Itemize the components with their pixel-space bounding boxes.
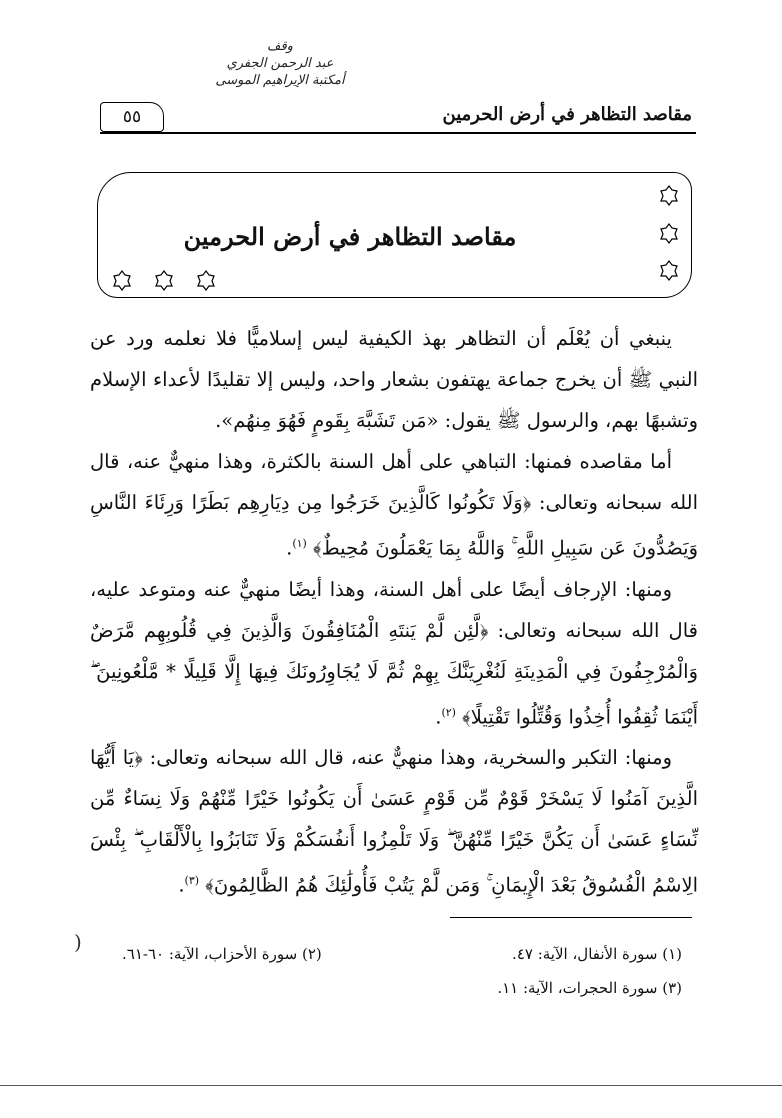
page-number-box bbox=[100, 102, 164, 132]
scan-bottom-edge bbox=[0, 1085, 782, 1086]
paragraph-2: أما مقاصده فمنها: التباهي على أهل السنة بالكثرة، وهذا منهيٌّ عنه، قال الله سبحانه وتعالى: ﴿وَلَا تَكُونُوا كَالَّذِينَ خَرَجُوا مِن دِيَارِهِم بَطَرًا وَرِئَاءَ النَّاسِ وَيَصُدُّونَ عَن سَبِيلِ اللَّهِ ۚ وَاللَّهُ بِمَا يَعْمَلُونَ مُحِيطٌ﴾ $^{(١)}$. bbox=[90, 450, 698, 560]
flower-ornament-icon bbox=[194, 268, 218, 292]
stamp-line-3: أمكتبة الإيراهيم الموسى bbox=[215, 73, 345, 88]
flower-ornament-icon bbox=[657, 183, 681, 207]
paragraph-text: ينبغي أن يُعْلَم أن التظاهر بهذ الكيفية ليس إسلاميًّا فلا نعلمه ورد عن النبي ﷺ أن يخرج جماعة يهتفون بشعار واحد، وليس إلا تقليدًا لأعداء الإسلام وتشبهًا بهم، والرسول ﷺ يقول: «مَن تَشَبَّهَ بِقَومٍ فَهُوَ مِنهُم». bbox=[90, 327, 698, 432]
flower-ornament-icon bbox=[152, 268, 176, 292]
footnote-row bbox=[122, 937, 682, 971]
paragraph-text: ومنها: التكبر والسخرية، وهذا منهيٌّ عنه، قال الله سبحانه وتعالى: ﴿يَا أَيُّهَا الَّذِينَ آمَنُوا لَا يَسْخَرْ قَوْمٌ مِّن قَوْمٍ عَسَىٰ أَن يَكُونُوا خَيْرًا مِّنْهُمْ وَلَا نِسَاءٌ مِّن نِّسَاءٍ عَسَىٰ أَن يَكُنَّ خَيْرًا مِّنْهُنَّ ۖ وَلَا تَلْمِزُوا أَنفُسَكُمْ وَلَا تَنَابَزُوا بِالْأَلْقَابِ ۖ بِئْسَ الِاسْمُ الْفُسُوقُ بَعْدَ الْإِيمَانِ ۚ وَمَن لَّمْ يَتُبْ فَأُولَٰئِكَ هُمُ الظَّالِمُونَ﴾ bbox=[90, 746, 698, 897]
paragraph-3: ومنها: الإرجاف أيضًا على أهل السنة، وهذا أيضًا منهيٌّ عنه ومتوعد عليه، قال الله سبحانه وتعالى: ﴿لَّئِن لَّمْ يَنتَهِ الْمُنَافِقُونَ وَالَّذِينَ فِي قُلُوبِهِم مَّرَضٌ وَالْمُرْجِفُونَ فِي الْمَدِينَةِ لَنُغْرِيَنَّكَ بِهِمْ ثُمَّ لَا يُجَاوِرُونَكَ فِيهَا إِلَّا قَلِيلًا * مَّلْعُونِينَ ۖ أَيْنَمَا ثُقِفُوا أُخِذُوا وَقُتِّلُوا تَقْتِيلًا﴾ $^{(٢)}$. bbox=[90, 577, 698, 728]
footnote-separator bbox=[450, 917, 692, 918]
paragraph-4: ومنها: التكبر والسخرية، وهذا منهيٌّ عنه، قال الله سبحانه وتعالى: ﴿يَا أَيُّهَا الَّذِينَ آمَنُوا لَا يَسْخَرْ قَوْمٌ مِّن قَوْمٍ عَسَىٰ أَن يَكُونُوا خَيْرًا مِّنْهُمْ وَلَا نِسَاءٌ مِّن نِّسَاءٍ عَسَىٰ أَن يَكُنَّ خَيْرًا مِّنْهُنَّ ۖ وَلَا تَلْمِزُوا أَنفُسَكُمْ وَلَا تَنَابَزُوا بِالْأَلْقَابِ ۖ بِئْسَ الِاسْمُ الْفُسُوقُ بَعْدَ الْإِيمَانِ ۚ وَمَن لَّمْ يَتُبْ فَأُولَٰئِكَ هُمُ الظَّالِمُونَ﴾ $^{(٣)}$. bbox=[90, 746, 698, 897]
footnote-row bbox=[122, 971, 682, 1005]
footnote-ref: (٣) bbox=[184, 874, 200, 887]
page-number: ٥٥ bbox=[122, 107, 142, 127]
margin-pencil-mark: ( bbox=[74, 930, 82, 954]
body-text bbox=[90, 318, 698, 906]
running-title: مقاصد التظاهر في أرض الحرمين bbox=[442, 104, 692, 125]
footnotes bbox=[122, 937, 682, 1005]
chapter-title: مقاصد التظاهر في أرض الحرمين bbox=[183, 222, 517, 251]
paragraph-text: ومنها: الإرجاف أيضًا على أهل السنة، وهذا أيضًا منهيٌّ عنه ومتوعد عليه، قال الله سبحانه وتعالى: ﴿لَّئِن لَّمْ يَنتَهِ الْمُنَافِقُونَ وَالَّذِينَ فِي قُلُوبِهِم مَّرَضٌ وَالْمُرْجِفُونَ فِي الْمَدِينَةِ لَنُغْرِيَنَّكَ بِهِمْ ثُمَّ لَا يُجَاوِرُونَكَ فِيهَا إِلَّا قَلِيلًا * مَّلْعُونِينَ ۖ أَيْنَمَا ثُقِفُوا أُخِذُوا وَقُتِّلُوا تَقْتِيلًا﴾ bbox=[90, 577, 698, 728]
flower-ornament-icon bbox=[110, 268, 134, 292]
flower-ornament-icon bbox=[657, 258, 681, 282]
flower-ornament-icon bbox=[657, 221, 681, 245]
footnote-1: (١) سورة الأنفال، الآية: ٤٧. bbox=[512, 945, 682, 963]
footnote-2: (٢) سورة الأحزاب، الآية: ٦٠-٦١. bbox=[122, 945, 322, 963]
paragraph-1 bbox=[90, 318, 698, 441]
footnote-3: (٣) سورة الحجرات، الآية: ١١. bbox=[497, 979, 682, 997]
stamp-line-1: وقف bbox=[267, 39, 293, 54]
footnote-ref: (٢) bbox=[441, 705, 456, 719]
paragraph-text: أما مقاصده فمنها: التباهي على أهل السنة بالكثرة، وهذا منهيٌّ عنه، قال الله سبحانه وتعالى: ﴿وَلَا تَكُونُوا كَالَّذِينَ خَرَجُوا مِن دِيَارِهِم بَطَرًا وَرِئَاءَ النَّاسِ وَيَصُدُّونَ عَن سَبِيلِ اللَّهِ ۚ وَاللَّهُ بِمَا يَعْمَلُونَ مُحِيطٌ﴾ bbox=[90, 450, 698, 560]
stamp-line-2: عبد الرحمن الجفري bbox=[226, 56, 334, 71]
ownership-stamp bbox=[215, 38, 345, 89]
footnote-ref: (١) bbox=[292, 537, 307, 550]
